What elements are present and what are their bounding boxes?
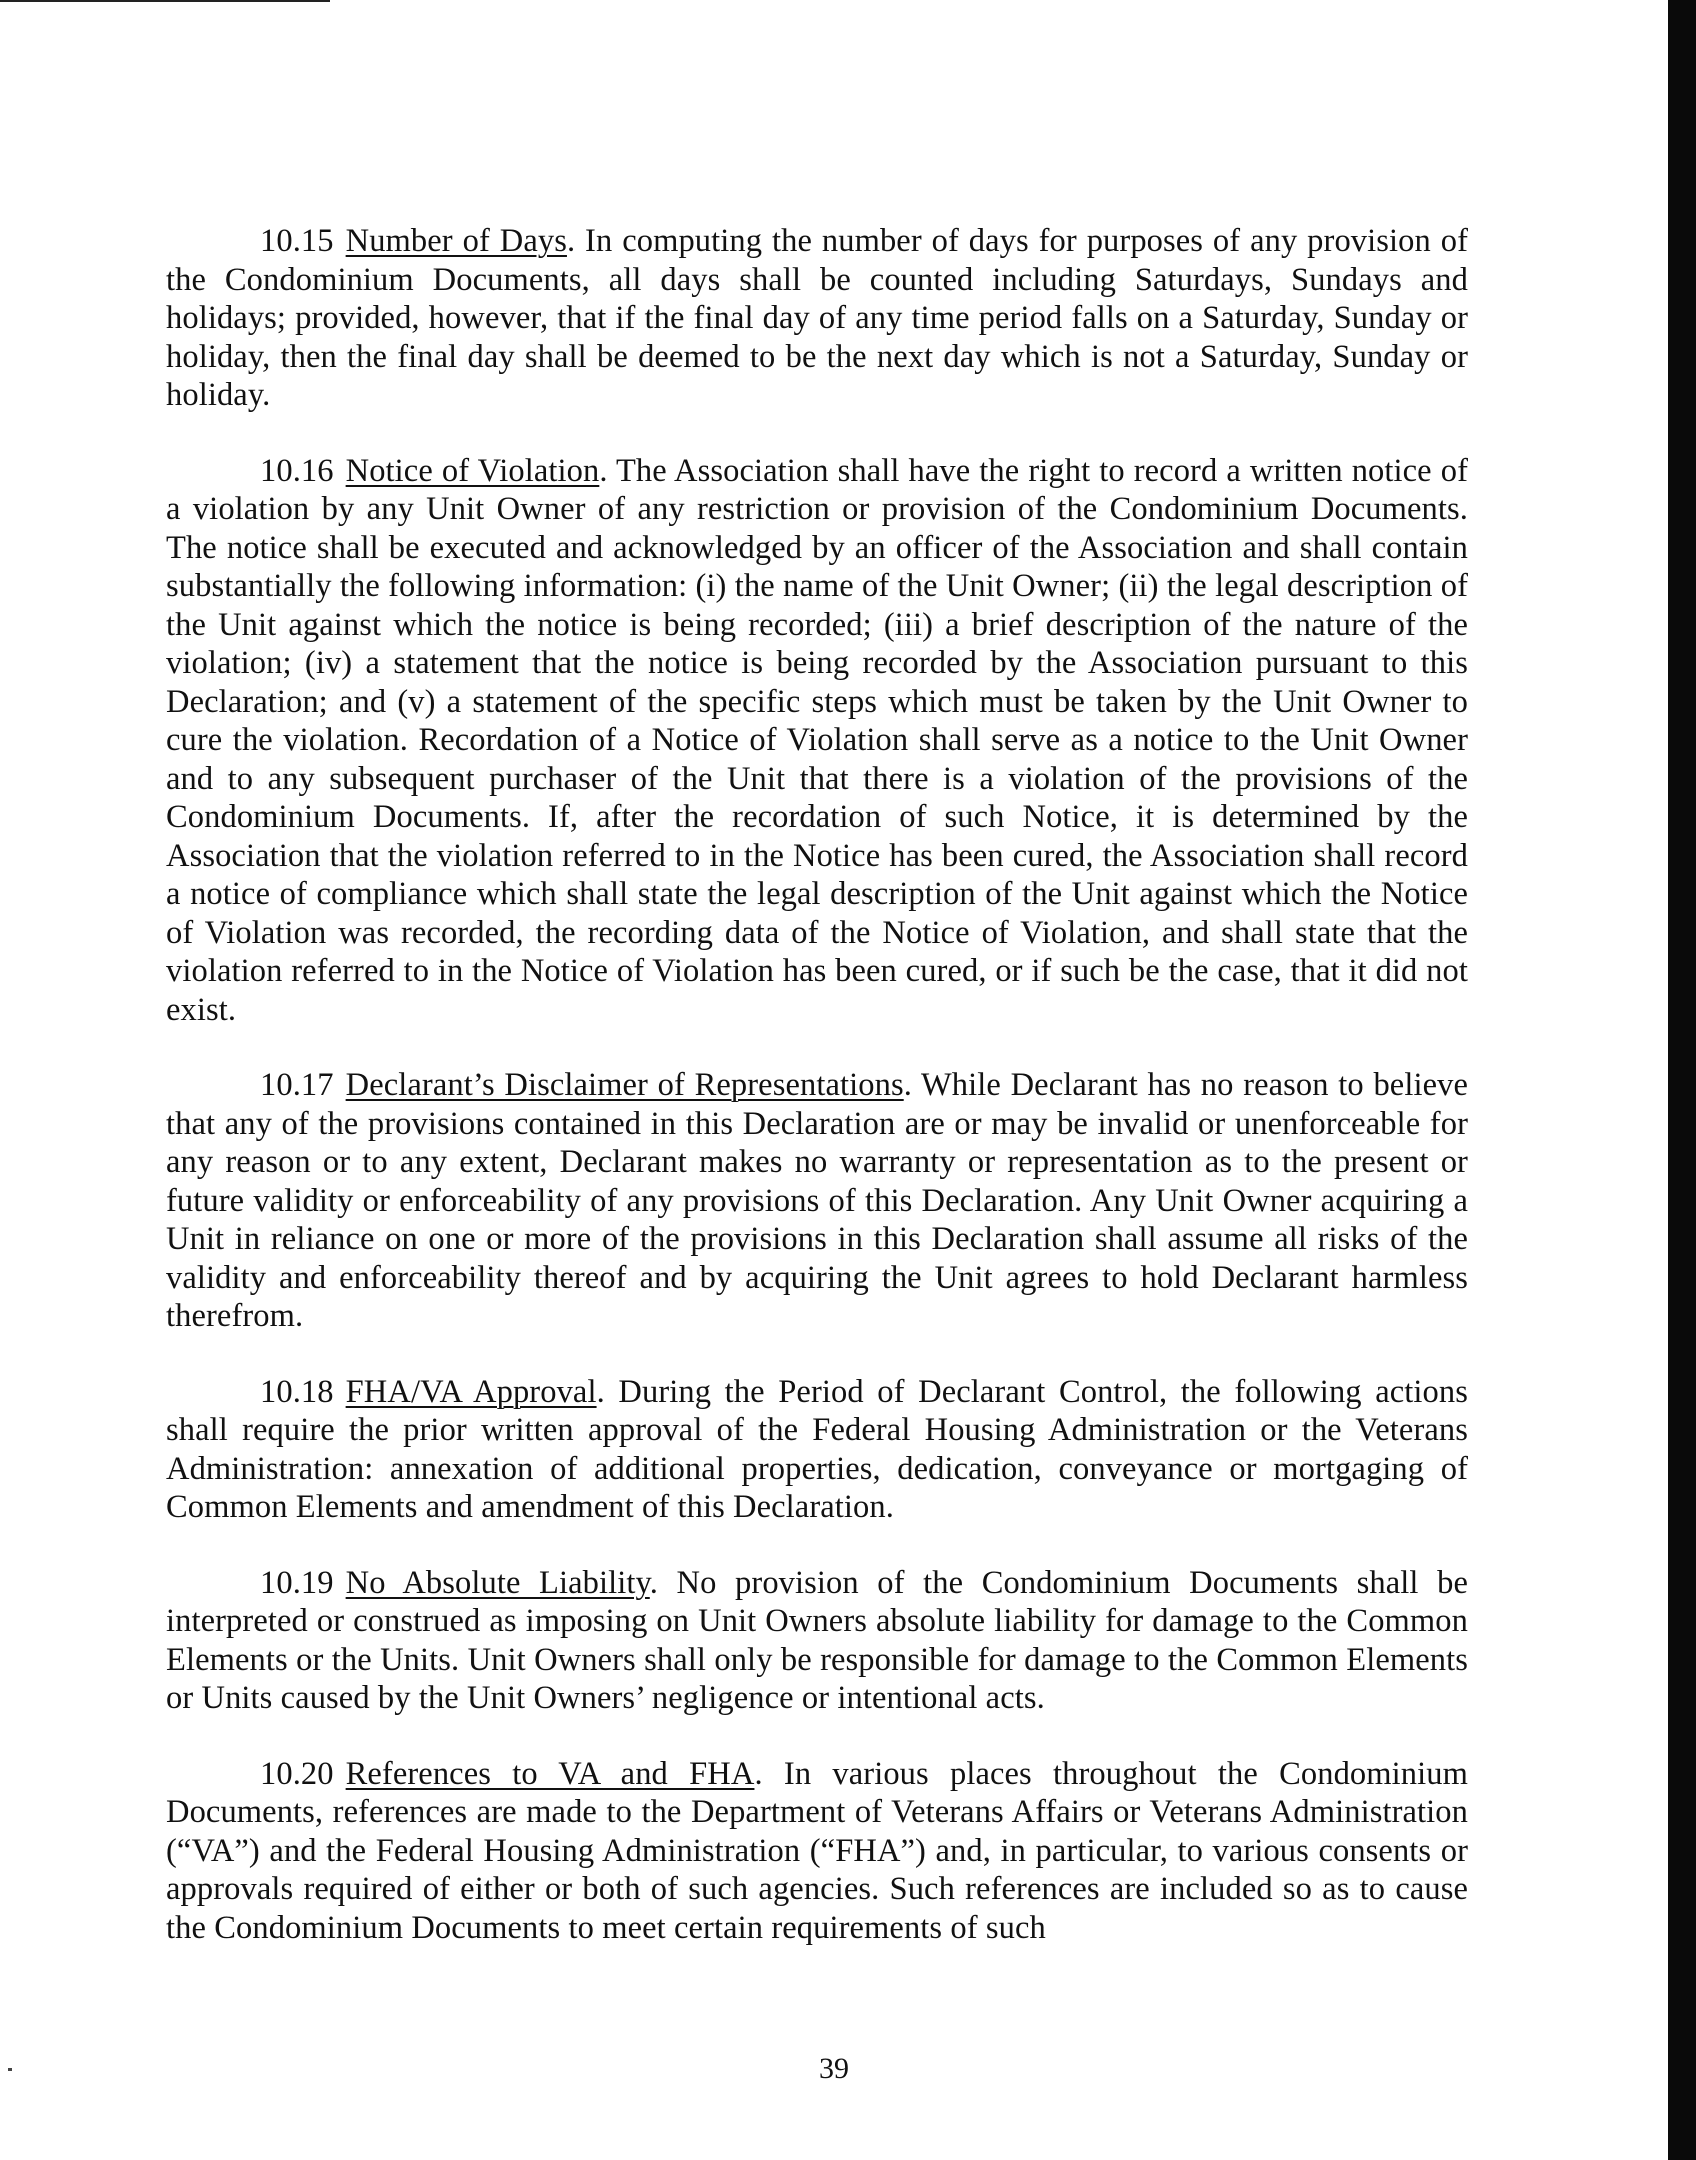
section-heading: No Absolute Liability (345, 1564, 650, 1601)
section-number: 10.19 (260, 1564, 334, 1601)
section-number: 10.20 (260, 1755, 334, 1792)
section-heading: Notice of Violation (345, 452, 600, 489)
section-body: . In computing the number of days for purposes of any provision of the Condominium Documents, all days shall be counted including Saturdays, Sundays and holidays; provided, however, that if the final day of any time period falls on a Saturday, Sunday or holiday, then the final day shall be deemed to be the next day which is not a Saturday, Sunday or holiday. (166, 223, 1469, 413)
section-10-20 (166, 1755, 1468, 1948)
section-heading: Number of Days (345, 223, 567, 259)
section-body: . While Declarant has no reason to believe that any of the provisions contained in this Declaration are or may be invalid or unenforceable for any reason or to any extent, Declarant makes no warranty or representation as to the present or future validity or enforceability of any provisions of this Declaration. Any Unit Owner acquiring a Unit in reliance on one or more of the provisions in this Declaration shall assume all risks of the validity and enforceability thereof and by acquiring the Unit agrees to hold Declarant harmless therefrom. (166, 1067, 1468, 1334)
section-10-19 (166, 1564, 1468, 1718)
section-body: . No provision of the Condominium Documents shall be interpreted or construed as imposing on Unit Owners absolute liability for damage to the Common Elements or the Units. Unit Owners shall only be responsible for damage to the Common Elements or Units caused by the Unit Owners’ negligence or intentional acts. (166, 1564, 1468, 1716)
document-page (166, 222, 1468, 1984)
section-heading: Declarant’s Disclaimer of Representations (345, 1067, 904, 1103)
section-10-15 (166, 222, 1468, 415)
section-body: . The Association shall have the right to record a written notice of a violation by any Unit Owner of any restriction or provision of the Condominium Documents. The notice shall be executed and acknowledged by an officer of the Association and shall contain substantially the following information: (i) the name of the Unit Owner; (ii) the legal description of the Unit against which the notice is being recorded; (iii) a brief description of the nature of the violation; (iv) a statement that the notice is being recorded by the Association pursuant to this Declaration; and (v) a statement of the specific steps which must be taken by the Unit Owner to cure the violation. Recordation of a Notice of Violation shall serve as a notice to the Unit Owner and to any subsequent purchaser of the Unit that there is a violation of the provisions of the Condominium Documents. If, after the recordation of such Notice, it is determined by the Association that the violation referred to in the Notice has been cured, the Association shall record a notice of compliance which shall state the legal description of the Unit against which the Notice of Violation was recorded, the recording data of the Notice of Violation, and shall state that the violation referred to in the Notice of Violation has been cured, or if such be the case, that it did not exist. (166, 452, 1468, 1028)
scan-edge-bar (1668, 0, 1696, 2160)
section-10-17 (166, 1066, 1468, 1336)
section-body: . During the Period of Declarant Control, the following actions shall require the prior written approval of the Federal Housing Administration or the Veterans Administration: annexation of additional properties, dedication, conveyance or mortgaging of Common Elements and amendment of this Declaration. (166, 1373, 1468, 1525)
section-body: . In various places throughout the Condominium Documents, references are made to the Department of Veterans Affairs or Veterans Administration (“VA”) and the Federal Housing Administration (“FHA”) and, in particular, to various consents or approvals required of either or both of such agencies. Such references are included so as to cause the Condominium Documents to meet certain requirements of such (166, 1755, 1468, 1946)
section-number: 10.17 (260, 1067, 334, 1103)
scan-edge-line (0, 0, 330, 2)
page-number: 39 (819, 2052, 849, 2085)
section-10-16 (166, 452, 1468, 1030)
section-number: 10.15 (260, 223, 334, 259)
section-number: 10.18 (260, 1373, 334, 1410)
section-heading: References to VA and FHA (345, 1755, 755, 1792)
section-number: 10.16 (260, 452, 334, 489)
section-heading: FHA/VA Approval (345, 1373, 597, 1410)
section-10-18 (166, 1373, 1468, 1527)
